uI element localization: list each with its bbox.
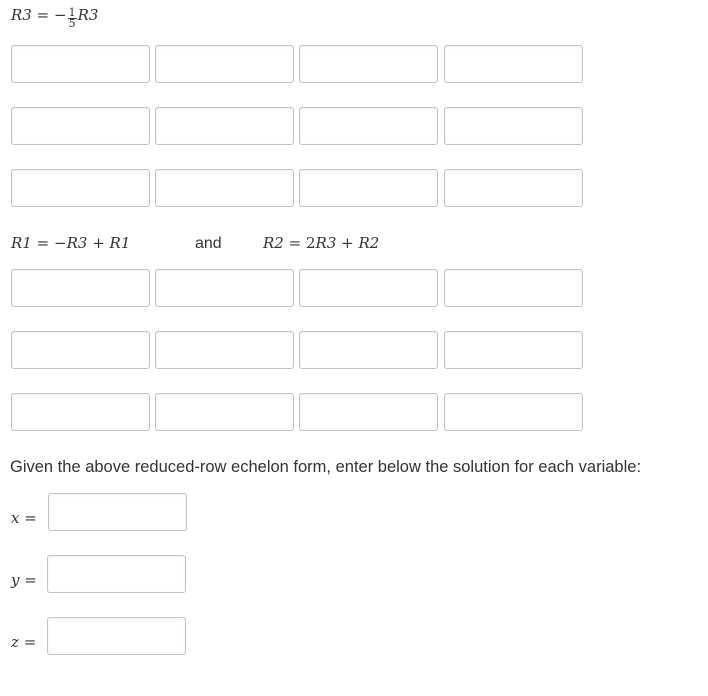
op-coefficient: 2	[305, 234, 316, 252]
variable-equals: =	[24, 509, 37, 527]
matrix2-cell-r3c1[interactable]	[11, 393, 150, 431]
matrix1-cell-r1c3[interactable]	[299, 45, 438, 83]
op-plus: +	[341, 234, 354, 252]
variable-name: y	[11, 571, 20, 589]
row-operation-r1	[11, 236, 130, 251]
matrix2-cell-r3c2[interactable]	[155, 393, 294, 431]
op-rhs: R3	[77, 6, 99, 24]
row-operation-scale-r3	[11, 8, 98, 29]
x-input[interactable]	[48, 493, 187, 531]
matrix1-cell-r2c1[interactable]	[11, 107, 150, 145]
matrix1-cell-r3c2[interactable]	[155, 169, 294, 207]
matrix1-cell-r2c2[interactable]	[155, 107, 294, 145]
matrix2-cell-r1c4[interactable]	[444, 269, 583, 307]
matrix1-cell-r3c3[interactable]	[299, 169, 438, 207]
x-label	[11, 509, 37, 527]
op-term: R3	[66, 234, 88, 252]
matrix2-cell-r1c1[interactable]	[11, 269, 150, 307]
op-plus: +	[92, 234, 105, 252]
matrix2-cell-r2c4[interactable]	[444, 331, 583, 369]
matrix2-cell-r1c3[interactable]	[299, 269, 438, 307]
matrix1-cell-r1c1[interactable]	[11, 45, 150, 83]
z-label	[11, 633, 36, 651]
variable-name: z	[11, 633, 19, 651]
matrix1-cell-r3c4[interactable]	[444, 169, 583, 207]
row-operation-r2	[263, 236, 379, 251]
matrix2-cell-r2c3[interactable]	[299, 331, 438, 369]
matrix1-cell-r2c3[interactable]	[299, 107, 438, 145]
op-lhs: R3	[11, 6, 32, 24]
matrix2-cell-r2c2[interactable]	[155, 331, 294, 369]
fraction-one-fifth	[68, 8, 77, 29]
matrix2-cell-r2c1[interactable]	[11, 331, 150, 369]
matrix1-cell-r3c1[interactable]	[11, 169, 150, 207]
op-equals: =	[288, 234, 302, 252]
variable-name: x	[11, 509, 20, 527]
matrix1-cell-r1c2[interactable]	[155, 45, 294, 83]
op-term: R2	[358, 234, 380, 252]
op-lhs: R2	[263, 234, 284, 252]
y-label	[11, 571, 37, 589]
operation-connector: and	[195, 235, 222, 252]
op-term: R3	[315, 234, 337, 252]
matrix2-cell-r3c4[interactable]	[444, 393, 583, 431]
op-sign: −	[53, 234, 67, 252]
fraction-denominator: 5	[68, 17, 76, 30]
matrix2-cell-r1c2[interactable]	[155, 269, 294, 307]
op-lhs: R1	[11, 234, 32, 252]
variable-equals: =	[24, 571, 37, 589]
fraction-numerator: 1	[68, 6, 76, 19]
variable-equals: =	[23, 633, 37, 651]
op-equals: =	[36, 6, 50, 24]
matrix1-cell-r1c4[interactable]	[444, 45, 583, 83]
matrix1-cell-r2c4[interactable]	[444, 107, 583, 145]
matrix2-cell-r3c3[interactable]	[299, 393, 438, 431]
op-sign: −	[53, 6, 67, 24]
z-input[interactable]	[47, 617, 186, 655]
op-term: R1	[109, 234, 131, 252]
op-equals: =	[36, 234, 50, 252]
solution-prompt: Given the above reduced-row echelon form, enter below the solution for each variable:	[10, 458, 642, 476]
y-input[interactable]	[47, 555, 186, 593]
